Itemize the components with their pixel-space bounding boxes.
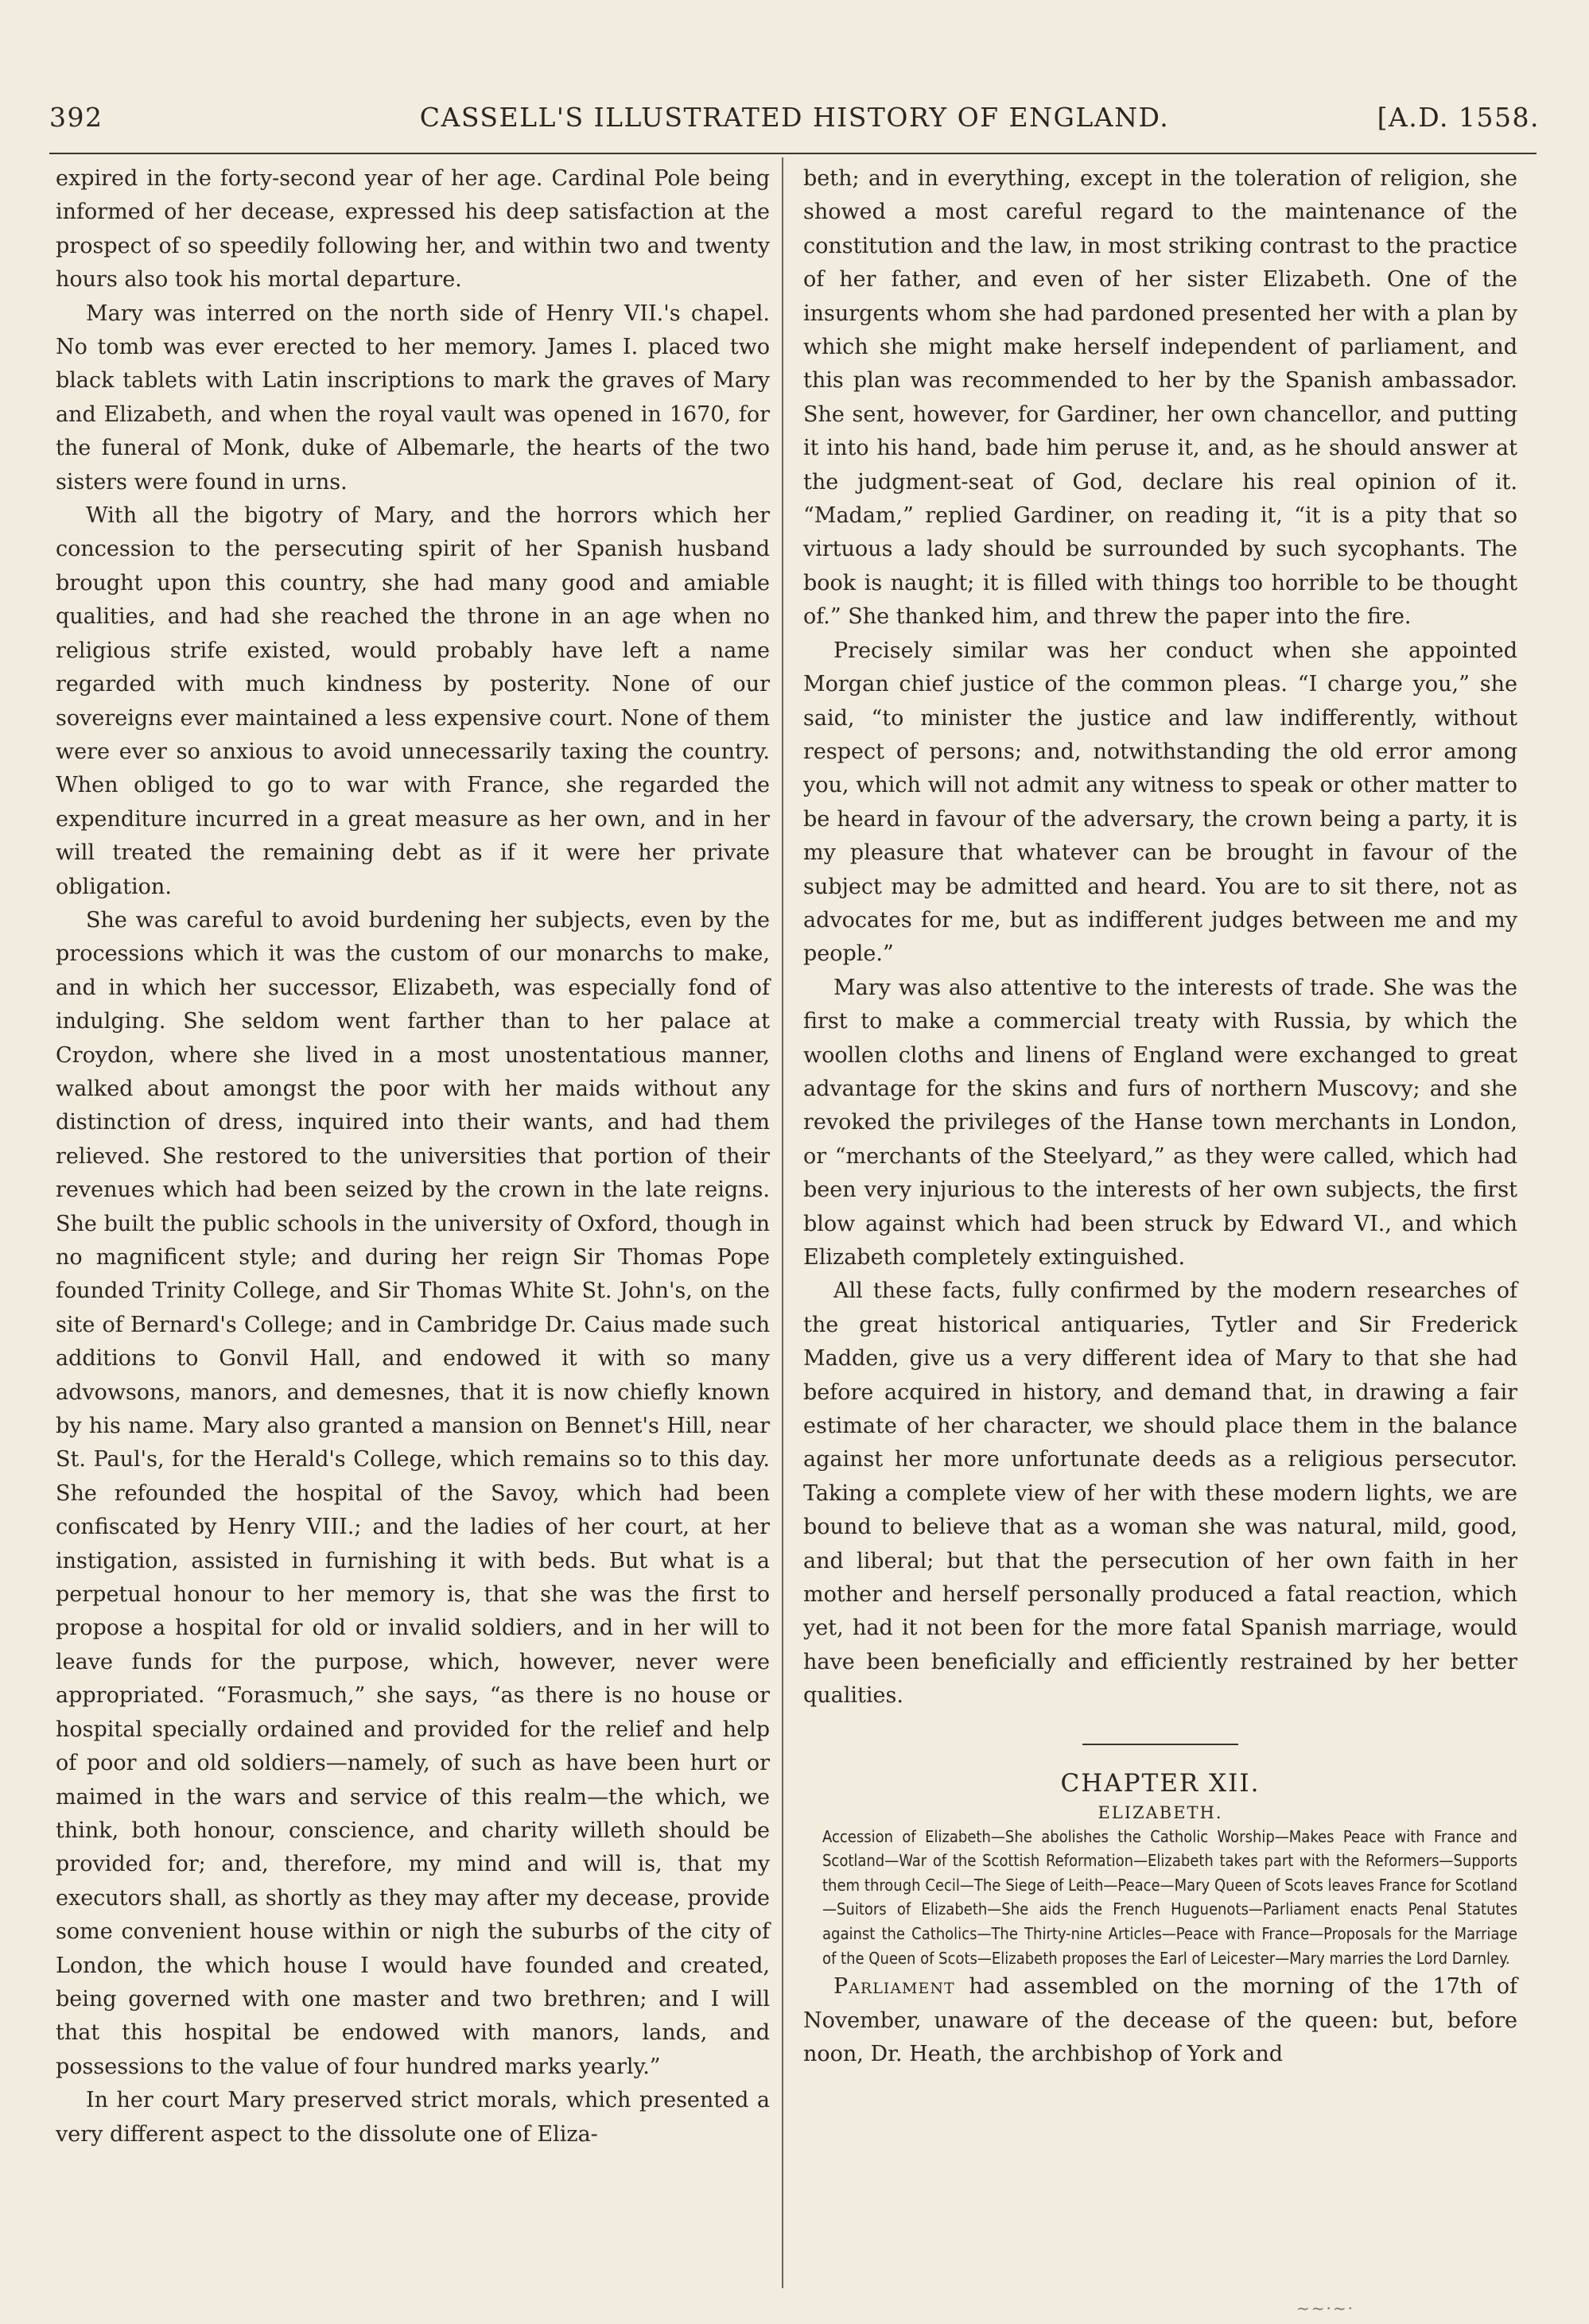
paragraph: In her court Mary preserved strict morals, which presented a very different aspect to the dissolute one of Eliza- (56, 2088, 770, 2147)
opening-word: Parliament (833, 1974, 955, 2000)
chapter-divider-rule (1082, 1744, 1238, 1745)
left-column (56, 162, 770, 2151)
chapter-opening-paragraph (803, 1970, 1517, 2071)
right-column (803, 162, 1517, 2071)
paragraph: beth; and in everything, except in the toleration of religion, she showed a most careful regard to the maintenance of the constitution and the law, in most striking contrast to the practice of her father, and even of her sister Elizabeth. One of the insurgents whom she had pardoned presented her with a plan by which she might make herself independent of parliament, and this plan was recommended to her by the Spanish ambassador. She sent, however, for Gardiner, her own chancellor, and putting it into his hand, bade him peruse it, and, as he should answer at the judgment-seat of God, declare his real opinion of it. “Madam,” replied Gardiner, on reading it, “it is a pity that so virtuous a lady should be surrounded by such sycophants. The book is naught; it is filled with things too horrible to be thought of.” She thanked him, and threw the paper into the fire. (803, 166, 1517, 630)
paragraph: Mary was interred on the north side of Henry VII.'s chapel. No tomb was ever erected to her memory. James I. placed two black tablets with Latin inscriptions to mark the graves of Mary and Elizabeth, and when the royal vault was opened in 1670, for the funeral of Monk, duke of Albemarle, the hearts of the two sisters were found in urns. (56, 301, 770, 495)
header-rule (49, 153, 1537, 154)
header-date: [A.D. 1558. (1377, 102, 1540, 133)
printer-ornament: ~~·~· (1296, 2299, 1354, 2318)
chapter-summary: Accession of Elizabeth—She abolishes the Catholic Worship—Makes Peace with France and Scotland—War of the Scottish Reformation—Elizabeth takes part with the Reformers—Supports them through Cecil—The Siege of Leith—Peace—Mary Queen of Scots leaves France for Scotland—Suitors of Elizabeth—She aids the French Huguenots—Parliament enacts Penal Statutes against the Catholics—The Thirty-nine Articles—Peace with France—Proposals for the Marriage of the Queen of Scots—Elizabeth proposes the Earl of Leicester—Mary marries the Lord Darnley. (822, 1826, 1517, 1968)
paragraph: All these facts, fully confirmed by the modern researches of the great historical antiquaries, Tytler and Sir Frederick Madden, give us a very different idea of Mary to that she had before acquired in history, and demand that, in drawing a fair estimate of her character, we should place them in the balance against her more unfortunate deeds as a religious persecutor. Taking a complete view of her with these modern lights, we are bound to believe that as a woman she was natural, mild, good, and liberal; but that the persecution of her own faith in her mother and herself personally produced a fatal reaction, which yet, had it not been for the more fatal Spanish marriage, would have been beneficially and efficiently restrained by her better qualities. (803, 1278, 1517, 1709)
running-header (49, 102, 1540, 142)
paragraph: Precisely similar was her conduct when she appointed Morgan chief justice of the common pleas. “I charge you,” she said, “to minister the justice and law indifferently, without respect of persons; and, notwithstanding the old error among you, which will not admit any witness to speak or other matter to be heard in favour of the adversary, the crown being a party, it is my pleasure that whatever can be brought in favour of the subject may be admitted and heard. You are to sit there, not as advocates for me, but as indifferent judges between me and my people.” (803, 638, 1517, 967)
running-title: CASSELL'S ILLUSTRATED HISTORY OF ENGLAND. (419, 102, 1170, 133)
chapter-title: CHAPTER XII. (1060, 1768, 1261, 1798)
opening-text: had assembled on the morning of the 17th of November, unaware of the decease of the queen: but, before noon, Dr. Heath, the archbishop of York and (803, 1974, 1517, 2067)
paragraph: expired in the forty-second year of her age. Cardinal Pole being informed of her decease, expressed his deep satisfaction at the prospect of so speedily following her, and within two and twenty hours also took his mortal departure. (56, 166, 770, 293)
page-number: 392 (49, 102, 103, 133)
paragraph: She was careful to avoid burdening her subjects, even by the processions which it was the custom of our monarchs to make, and in which her successor, Elizabeth, was especially fond of indulging. She seldom went farther than to her palace at Croydon, where she lived in a most unostentatious manner, walked about amongst the poor with her maids without any distinction of dress, inquired into their wants, and had them relieved. She restored to the universities that portion of their revenues which had been seized by the crown in the late reigns. She built the public schools in the university of Oxford, though in no magnificent style; and during her reign Sir Thomas Pope founded Trinity College, and Sir Thomas White St. John's, on the site of Bernard's College; and in Cambridge Dr. Caius made such additions to Gonvil Hall, and endowed it with so many advowsons, manors, and demesnes, that it is now chiefly known by his name. Mary also granted a mansion on Bennet's Hill, near St. Paul's, for the Herald's College, which remains so to this day. She refounded the hospital of the Savoy, which had been confiscated by Henry VIII.; and the ladies of her court, at her instigation, assisted in furnishing it with beds. But what is a perpetual honour to her memory is, that she was the first to propose a hospital for old or invalid soldiers, and in her will to leave funds for the purpose, which, however, never were appropriated. “Forasmuch,” she says, “as there is no house or hospital specially ordained and provided for the relief and help of poor and old soldiers—namely, of such as have been hurt or maimed in the wars and service of this realm—the which, we think, both honour, conscience, and charity willeth should be provided for; and, therefore, my mind and will is, that my executors shall, as shortly as they may after my decease, provide some convenient house within or nigh the suburbs of the city of London, the which house I would have founded and created, being governed with one master and two brethren; and I will that this hospital be endowed with manors, lands, and possessions to the value of four hundred marks yearly.” (56, 907, 770, 2079)
column-divider (782, 157, 783, 2288)
paragraph: With all the bigotry of Mary, and the horrors which her concession to the persecuting spirit of her Spanish husband brought upon this country, she had many good and amiable qualities, and had she reached the throne in an age when no religious strife existed, would probably have left a name regarded with much kindness by posterity. None of our sovereigns ever maintained a less expensive court. None of them were ever so anxious to avoid unnecessarily taxing the country. When obliged to go to war with France, she regarded the expenditure incurred in a great measure as her own, and in her will treated the remaining debt as if it were her private obligation. (56, 503, 770, 899)
chapter-subtitle: ELIZABETH. (1098, 1802, 1223, 1822)
paragraph: Mary was also attentive to the interests of trade. She was the first to make a commercial treaty with Russia, by which the woollen cloths and linens of England were exchanged to great advantage for the skins and furs of northern Muscovy; and she revoked the privileges of the Hanse town merchants in London, or “merchants of the Steelyard,” as they were called, which had been very injurious to the interests of her own subjects, the first blow against which had been struck by Edward VI., and which Elizabeth completely extinguished. (803, 975, 1517, 1270)
